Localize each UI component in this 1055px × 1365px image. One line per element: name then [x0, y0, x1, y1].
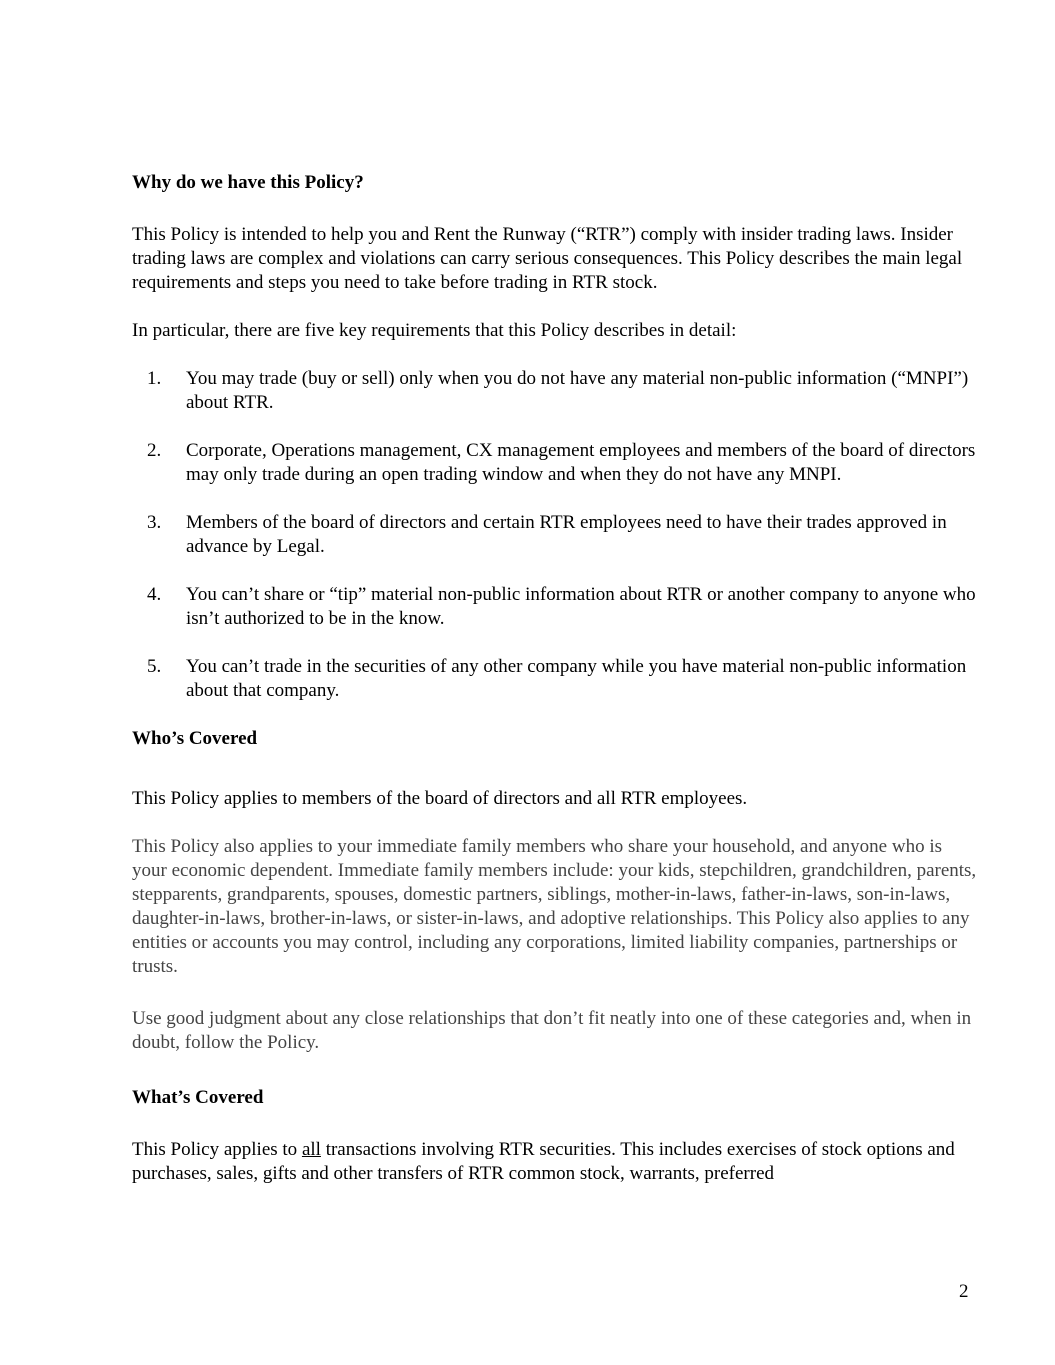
list-item	[132, 583, 977, 631]
requirements-list	[132, 367, 977, 703]
list-item-text: You can’t trade in the securities of any other company while you have material non-public information about that company.	[186, 656, 967, 701]
paragraph-what-text-rest: transactions involving RTR securities. This includes exercises of stock options and purchases, sales, gifts and other transfers of RTR common stock, warrants, preferred	[132, 1139, 955, 1184]
paragraph-what-text-start: This Policy applies to	[132, 1139, 302, 1160]
section-heading-what: What’s Covered	[132, 1087, 264, 1108]
paragraph-why-requirements: In particular, there are five key requirements that this Policy describes in detail:	[132, 320, 737, 341]
list-item-number: 2.	[147, 440, 162, 461]
paragraph-who-judgment: Use good judgment about any close relationships that don’t fit neatly into one of these categories and, when in doubt, follow the Policy.	[132, 1008, 972, 1053]
list-item	[132, 439, 977, 487]
list-item-text: You can’t share or “tip” material non-public information about RTR or another company to anyone who isn’t authorized to be in the know.	[186, 584, 976, 629]
underlined-all: all	[301, 1139, 321, 1160]
list-item-number: 3.	[147, 512, 162, 533]
section-heading-who: Who’s Covered	[132, 728, 258, 749]
list-item	[132, 367, 977, 415]
paragraph-why-intro: This Policy is intended to help you and Rent the Runway (“RTR”) comply with insider trading laws. Insider trading laws are complex and violations can carry serious consequences. This Policy describes the main legal requirements and steps you need to take before trading in RTR stock.	[132, 224, 963, 293]
list-item-text: Members of the board of directors and certain RTR employees need to have their trades approved in advance by Legal.	[186, 512, 947, 557]
list-item	[132, 655, 977, 703]
paragraph-who-applies: This Policy applies to members of the board of directors and all RTR employees.	[132, 788, 748, 809]
list-item-text: Corporate, Operations management, CX management employees and members of the board of directors may only trade during an open trading window and when they do not have any MNPI.	[186, 440, 976, 485]
page-number: 2	[959, 1281, 969, 1302]
list-item-number: 4.	[147, 584, 162, 605]
list-item-text: You may trade (buy or sell) only when you do not have any material non-public information (“MNPI”) about RTR.	[186, 368, 969, 413]
list-item-number: 5.	[147, 656, 162, 677]
document-page	[132, 171, 977, 1186]
section-heading-why: Why do we have this Policy?	[132, 172, 364, 193]
paragraph-who-family: This Policy also applies to your immediate family members who share your household, and anyone who is your economic dependent. Immediate family members include: your kids, stepchildren, grandchildren, parents, stepparents, grandparents, spouses, domestic partners, siblings, mother-in-laws, father-in-laws, son-in-laws, daughter-in-laws, brother-in-laws, or sister-in-laws, and adoptive relationships. This Policy also applies to any entities or accounts you may control, including any corporations, limited liability companies, partnerships or trusts.	[132, 836, 977, 977]
paragraph-what-applies	[132, 1138, 977, 1186]
list-item-number: 1.	[147, 368, 162, 389]
list-item	[132, 511, 977, 559]
